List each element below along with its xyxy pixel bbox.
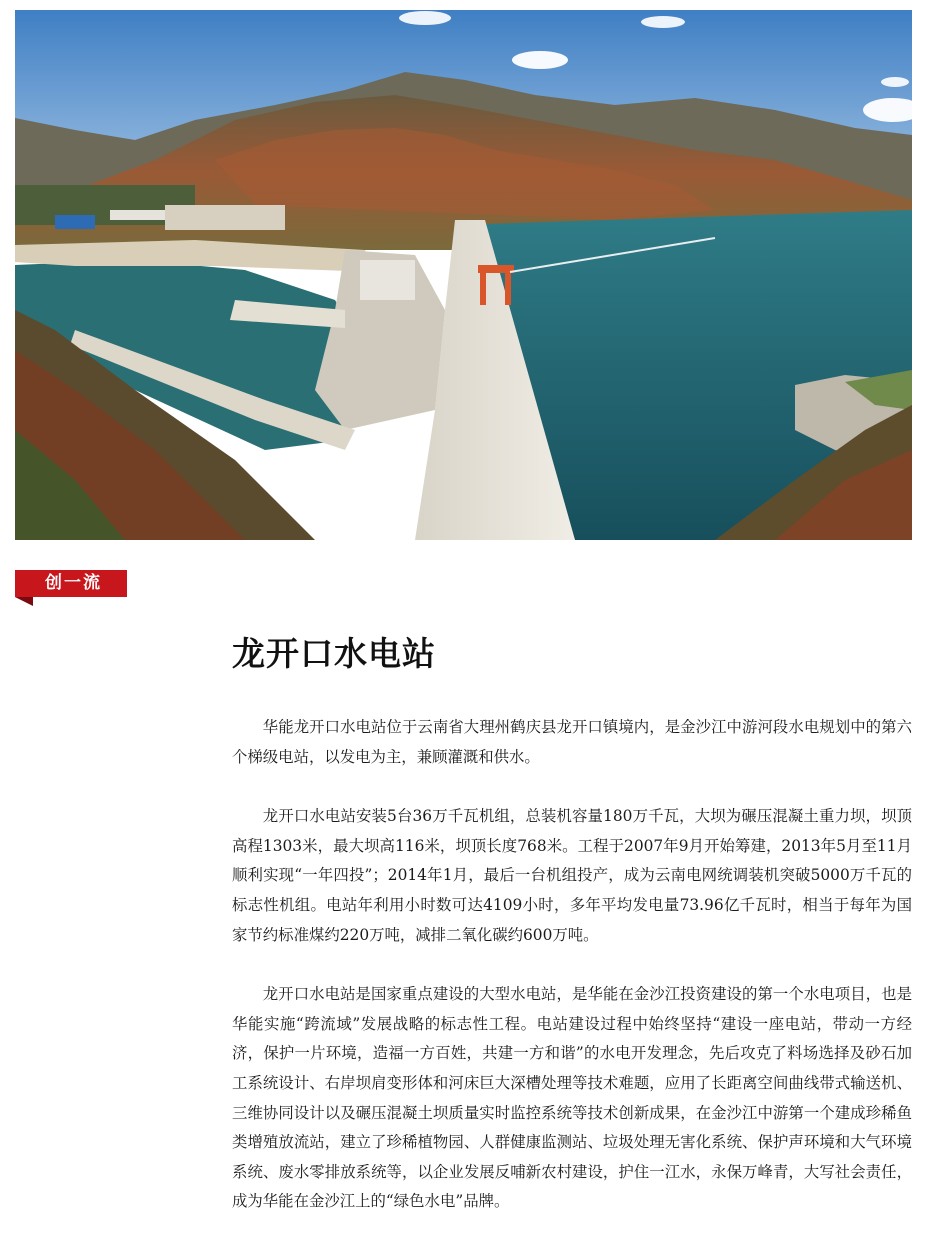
article-paragraph-specs: 龙开口水电站安装5台36万千瓦机组，总装机容量180万千瓦，大坝为碾压混凝土重力坝，坝顶高程1303米，最大坝高116米，坝顶长度768米。工程于2007年9月开始筹建，2013年5月至11月顺利实现“一年四投”；2014年1月，最后一台机组投产，成为云南电网统调装机突破5000万千瓦的标志性机组。电站年利用小时数可达4109小时，多年平均发电量73.96亿千瓦时，相当于每年为国家节约标准煤约220万吨，减排二氧化碳约600万吨。 bbox=[232, 807, 912, 944]
section-tag: 创一流 bbox=[15, 570, 127, 597]
article-paragraph-intro: 华能龙开口水电站位于云南省大理州鹤庆县龙开口镇境内，是金沙江中游河段水电规划中的第六个梯级电站，以发电为主，兼顾灌溉和供水。 bbox=[232, 718, 912, 766]
dam-photo bbox=[15, 10, 912, 540]
article-paragraph-significance: 龙开口水电站是国家重点建设的大型水电站，是华能在金沙江投资建设的第一个水电项目，也是华能实施“跨流域”发展战略的标志性工程。电站建设过程中始终坚持“建设一座电站，带动一方经济，保护一片环境，造福一方百姓，共建一方和谐”的水电开发理念，先后攻克了料场选择及砂石加工系统设计、右岸坝肩变形体和河床巨大深槽处理等技术难题，应用了长距离空间曲线带式输送机、三维协同设计以及碾压混凝土坝质量实时监控系统等技术创新成果，在金沙江中游第一个建成珍稀鱼类增殖放流站，建立了珍稀植物园、人群健康监测站、垃圾处理无害化系统、保护声环境和大气环境系统、废水零排放系统等，以企业发展反哺新农村建设，护住一江水，永保万峰青，大写社会责任，成为华能在金沙江上的“绿色水电”品牌。 bbox=[232, 985, 912, 1211]
page-title: 龙开口水电站 bbox=[232, 634, 436, 673]
section-tag-fold bbox=[15, 597, 33, 606]
dam-landscape-illustration bbox=[15, 10, 912, 540]
article-body bbox=[232, 713, 912, 1247]
